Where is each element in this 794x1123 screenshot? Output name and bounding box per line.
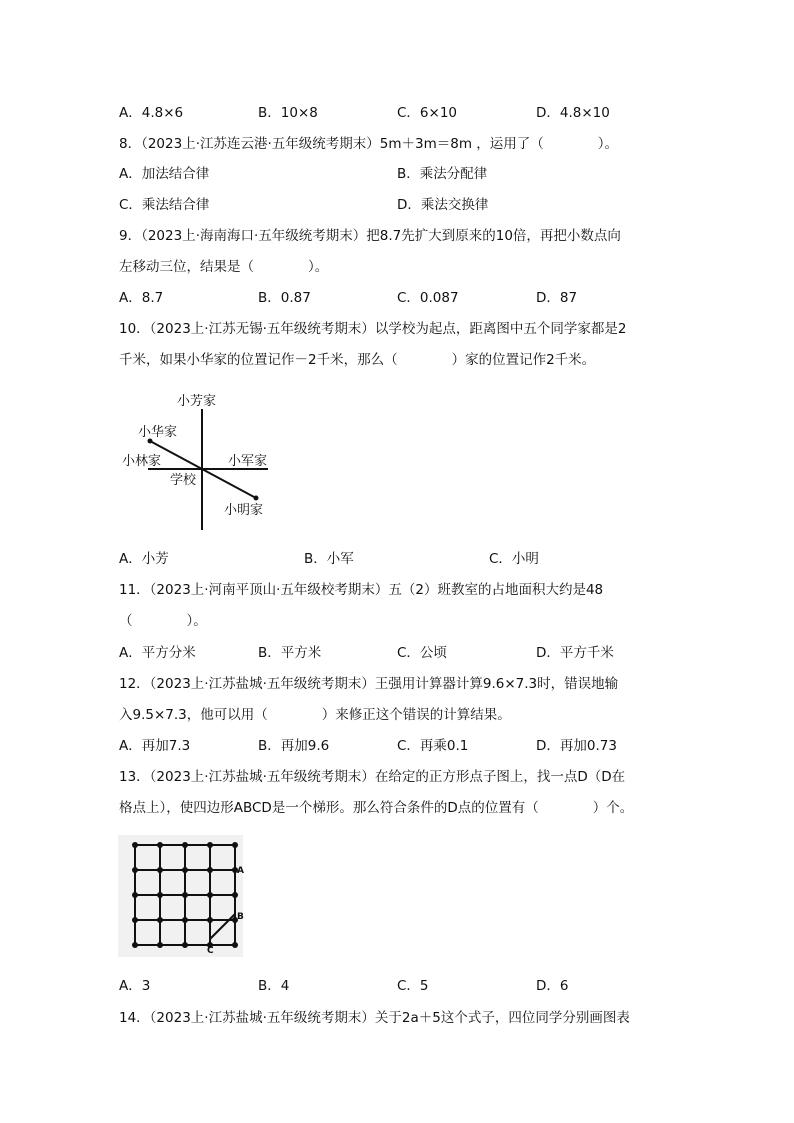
q13-stem-line1: 13．（2023上·江苏盐城·五年级统考期末）在给定的正方形点子图上，找一点D（D在 xyxy=(119,769,626,785)
label-b: B xyxy=(237,912,244,922)
q13-stem-line2: 格点上），使四边形ABCD是一个梯形。那么符合条件的D点的位置有（ ）个。 xyxy=(119,800,634,816)
q14-stem-line1: 14．（2023上·江苏盐城·五年级统考期末）关于2a＋5这个式子，四位同学分别画图表 xyxy=(119,1010,630,1026)
q12-option-a: A．再加7.3 xyxy=(119,738,191,754)
grid-dot xyxy=(207,842,213,848)
label-xiaohua: 小华家 xyxy=(138,425,178,440)
q10-option-c: C．小明 xyxy=(489,551,539,567)
label-a: A xyxy=(237,866,244,876)
q8-option-b: B．乘法分配律 xyxy=(397,166,488,182)
q13-option-c: C．5 xyxy=(397,978,429,994)
xiaoming-point xyxy=(254,496,259,501)
q7-option-c: C．6×10 xyxy=(397,105,458,121)
grid-dot xyxy=(182,842,188,848)
q12-stem-line2: 入9.5×7.3，他可以用（ ）来修正这个错误的计算结果。 xyxy=(119,707,511,723)
q8-option-a: A．加法结合律 xyxy=(119,166,210,182)
grid-dot xyxy=(157,867,163,873)
q8-option-d: D．乘法交换律 xyxy=(397,197,489,213)
grid-dot xyxy=(157,917,163,923)
grid-dot xyxy=(182,942,188,948)
grid-dot xyxy=(207,917,213,923)
q13-option-d: D．6 xyxy=(536,978,569,994)
q9-stem-line2: 左移动三位，结果是（ ）。 xyxy=(119,259,329,275)
q7-option-d: D．4.8×10 xyxy=(536,105,610,121)
q13-dot-grid xyxy=(118,835,258,965)
q11-option-d: D．平方千米 xyxy=(536,645,614,661)
grid-dot xyxy=(207,892,213,898)
grid-dot xyxy=(232,842,238,848)
label-xiaoming: 小明家 xyxy=(224,503,264,518)
q12-option-c: C．再乘0.1 xyxy=(397,738,469,754)
q11-stem-line1: 11．（2023上·河南平顶山·五年级校考期末）五（2）班教室的占地面积大约是48 xyxy=(119,582,604,598)
q9-stem-line1: 9．（2023上·海南海口·五年级统考期末）把8.7先扩大到原来的10倍，再把小数点向 xyxy=(119,228,621,244)
label-xiaofang: 小芳家 xyxy=(177,394,217,409)
label-xiaojun: 小军家 xyxy=(228,454,268,469)
grid-dot xyxy=(232,892,238,898)
grid-dot xyxy=(132,867,138,873)
q10-option-a: A．小芳 xyxy=(119,551,169,567)
grid-dot xyxy=(157,892,163,898)
q12-stem-line1: 12．（2023上·江苏盐城·五年级统考期末）王强用计算器计算9.6×7.3时，错误地输 xyxy=(119,676,619,692)
q13-option-a: A．3 xyxy=(119,978,151,994)
q9-option-a: A．8.7 xyxy=(119,290,164,306)
q11-option-b: B．平方米 xyxy=(258,645,322,661)
label-xiaolin: 小林家 xyxy=(122,454,162,469)
grid-dot xyxy=(157,942,163,948)
q10-stem-line1: 10．（2023上·江苏无锡·五年级统考期末）以学校为起点，距离图中五个同学家都是2 xyxy=(119,321,627,337)
grid-dot xyxy=(132,842,138,848)
q12-option-d: D．再加0.73 xyxy=(536,738,617,754)
q12-option-b: B．再加9.6 xyxy=(258,738,330,754)
q9-option-c: C．0.087 xyxy=(397,290,459,306)
grid-dot xyxy=(182,892,188,898)
grid-dot xyxy=(182,917,188,923)
q11-option-a: A．平方分米 xyxy=(119,645,196,661)
q10-stem-line2: 千米，如果小华家的位置记作－2千米，那么（ ）家的位置记作2千米。 xyxy=(119,352,596,368)
grid-dot xyxy=(132,942,138,948)
q8-stem: 8．（2023上·江苏连云港·五年级统考期末）5m＋3m＝8m ，运用了（ ）。 xyxy=(119,136,619,152)
q10-option-b: B．小军 xyxy=(304,551,354,567)
q7-option-a: A．4.8×6 xyxy=(119,105,184,121)
label-c: C xyxy=(207,946,214,956)
q7-option-b: B．10×8 xyxy=(258,105,318,121)
grid-dot xyxy=(232,942,238,948)
label-school: 学校 xyxy=(170,473,197,488)
q9-option-d: D．87 xyxy=(536,290,578,306)
q9-option-b: B．0.87 xyxy=(258,290,311,306)
q10-position-diagram xyxy=(110,380,290,540)
grid-dot xyxy=(157,842,163,848)
q11-option-c: C．公顷 xyxy=(397,645,447,661)
q8-option-c: C．乘法结合律 xyxy=(119,197,210,213)
grid-dot xyxy=(132,892,138,898)
grid-dot xyxy=(207,867,213,873)
q13-option-b: B．4 xyxy=(258,978,290,994)
grid-dot xyxy=(132,917,138,923)
grid-dot xyxy=(182,867,188,873)
q11-stem-line2: （ ）。 xyxy=(119,613,207,629)
